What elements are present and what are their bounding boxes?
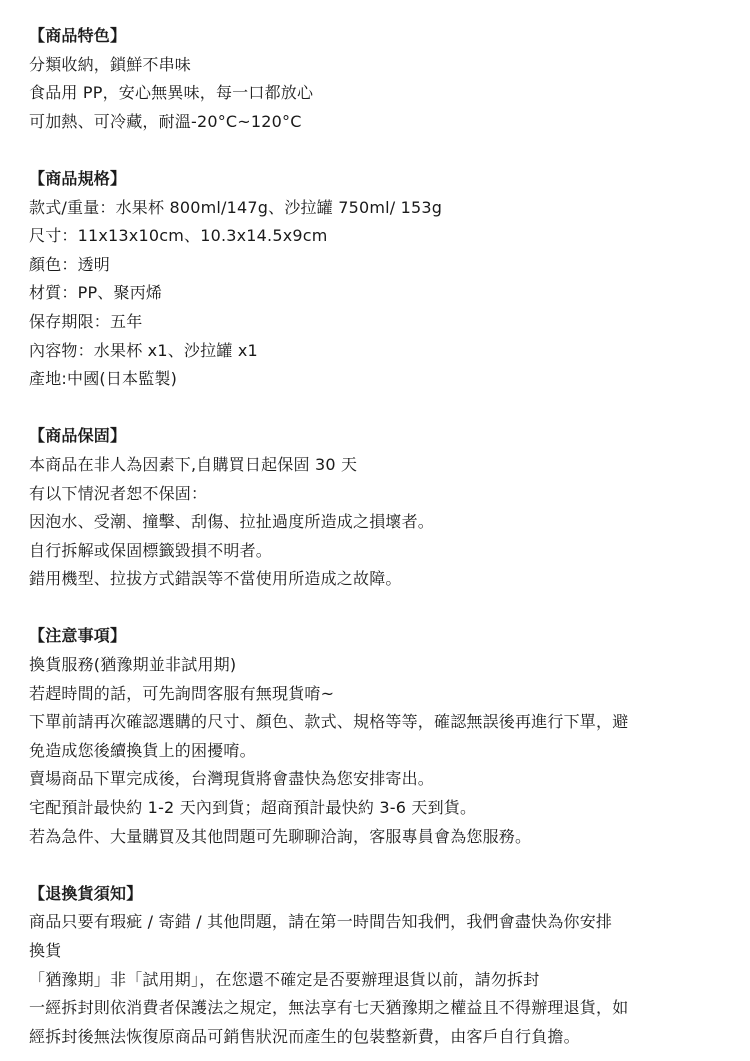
text-line: 顏色：透明 <box>29 254 111 274</box>
text-line: 若趕時間的話，可先詢問客服有無現貨唷~ <box>29 683 335 703</box>
text-line: 保存期限：五年 <box>29 311 143 331</box>
section-notes <box>29 622 730 851</box>
text-line: 本商品在非人為因素下,自購買日起保固 30 天 <box>29 454 358 474</box>
text-line: 食品用 PP，安心無異味，每一口都放心 <box>29 83 314 103</box>
text-line: 下單前請再次確認選購的尺寸、顏色、款式、規格等等，確認無誤後再進行下單，避 <box>29 712 629 732</box>
section-features <box>29 22 730 136</box>
text-line: 換貨 <box>29 941 62 960</box>
text-line: 可加熱、可冷藏，耐溫-20°C~120°C <box>29 111 302 131</box>
text-line: 錯用機型、拉拔方式錯誤等不當使用所造成之故障。 <box>29 569 402 589</box>
text-line: 尺寸：11x13x10cm、10.3x14.5x9cm <box>29 226 328 246</box>
text-line: 內容物：水果杯 x1、沙拉罐 x1 <box>29 340 258 360</box>
section-returns <box>29 880 730 1052</box>
text-line: 賣場商品下單完成後，台灣現貨將會盡快為您安排寄出。 <box>29 769 435 789</box>
section-heading: 【注意事項】 <box>29 626 127 646</box>
text-line: 自行拆解或保固標籤毀損不明者。 <box>29 540 273 560</box>
text-line: 「猶豫期」非「試用期」，在您還不確定是否要辦理退貨以前，請勿拆封 <box>29 969 540 989</box>
text-line: 產地:中國(日本監製) <box>29 369 178 389</box>
text-line: 若為急件、大量購買及其他問題可先聊聊洽詢，客服專員會為您服務。 <box>29 826 532 846</box>
text-line: 經拆封後無法恢復原商品可銷售狀況而產生的包裝整新費，由客戶自行負擔。 <box>29 1026 580 1046</box>
section-specifications <box>29 165 730 394</box>
text-line: 材質：PP、聚丙烯 <box>29 283 163 303</box>
text-line: 免造成您後續換貨上的困擾唷。 <box>29 740 256 760</box>
text-line: 分類收納，鎖鮮不串味 <box>29 54 192 74</box>
section-heading: 【商品保固】 <box>29 426 127 446</box>
text-line: 一經拆封則依消費者保護法之規定，無法享有七天猶豫期之權益且不得辦理退貨，如 <box>29 998 629 1018</box>
section-heading: 【商品規格】 <box>29 168 127 188</box>
text-line: 宅配預計最快約 1-2 天內到貨；超商預計最快約 3-6 天到貨。 <box>29 798 477 818</box>
text-line: 換貨服務(猶豫期並非試用期) <box>29 655 237 675</box>
text-line: 有以下情況者恕不保固： <box>29 483 208 503</box>
text-line: 商品只要有瑕疵 / 寄錯 / 其他問題，請在第一時間告知我們，我們會盡快為你安排 <box>29 912 613 932</box>
text-line: 因泡水、受潮、撞擊、刮傷、拉扯過度所造成之損壞者。 <box>29 512 435 532</box>
section-warranty <box>29 422 730 594</box>
text-line: 款式/重量：水果杯 800ml/147g、沙拉罐 750ml/ 153g <box>29 197 443 217</box>
section-heading: 【商品特色】 <box>29 26 127 45</box>
section-heading: 【退換貨須知】 <box>29 883 143 903</box>
